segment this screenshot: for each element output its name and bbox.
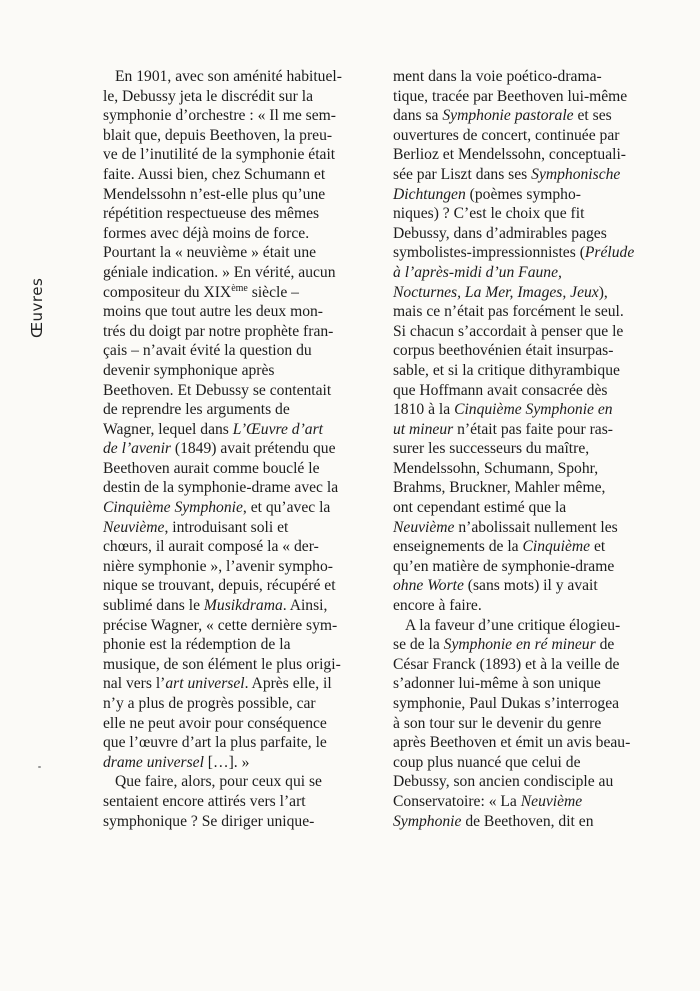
- text-line: compositeur du XIXème siècle –: [103, 282, 299, 301]
- text-line: coup plus nuancé que celui de: [393, 753, 581, 771]
- text-line: ut mineur n’était pas faite pour ras-: [393, 420, 613, 438]
- text-line: Wagner, lequel dans L’Œuvre d’art: [103, 420, 323, 438]
- text-line: Nocturnes, La Mer, Images, Jeux),: [393, 283, 608, 301]
- text-line: corpus beethovénien était insurpas-: [393, 342, 614, 360]
- text-line: elle ne peut avoir pour conséquence: [103, 714, 327, 732]
- text-line: enseignements de la Cinquième et: [393, 538, 606, 556]
- text-line: Brahms, Bruckner, Mahler même,: [393, 479, 606, 497]
- text-line: surer les successeurs du maître,: [393, 440, 590, 458]
- text-line: ve de l’inutilité de la symphonie était: [103, 146, 336, 164]
- text-line: ment dans la voie poético-drama-: [393, 68, 602, 85]
- text-line: le, Debussy jeta le discrédit sur la: [103, 87, 314, 105]
- text-line: Debussy, son ancien condisciple au: [393, 773, 614, 791]
- text-line: à l’après-midi d’un Faune,: [393, 263, 562, 281]
- text-line: Neuvième n’abolissait nullement les: [393, 518, 618, 536]
- text-line: nal vers l’art universel. Après elle, il: [103, 675, 332, 693]
- text-line: sée par Liszt dans ses Symphonische: [393, 165, 621, 183]
- text-line: trés du doigt par notre prophète fran-: [103, 322, 334, 340]
- right-text-column: [393, 67, 687, 831]
- text-line: symphonie, Paul Dukas s’interrogea: [393, 695, 620, 712]
- text-line: Berlioz et Mendelssohn, conceptuali-: [393, 146, 626, 164]
- text-line: blait que, depuis Beethoven, la preu-: [103, 126, 333, 144]
- text-line: drame universel […]. »: [103, 753, 250, 771]
- text-line: musique, de son élément le plus origi-: [103, 655, 341, 673]
- text-line: se de la Symphonie en ré mineur de: [393, 636, 615, 654]
- text-line: nière symphonie », l’avenir sympho-: [103, 557, 333, 575]
- text-line: moins que tout autre les deux mon-: [103, 303, 324, 321]
- text-line: faite. Aussi bien, chez Schumann et: [103, 165, 326, 183]
- text-line: dans sa Symphonie pastorale et ses: [393, 107, 612, 125]
- text-line: çais – n’avait évité la question du: [103, 342, 312, 360]
- left-text-column: [103, 67, 375, 831]
- text-line: Dichtungen (poèmes sympho-: [393, 185, 581, 203]
- text-line: Pourtant la « neuvième » était une: [103, 244, 317, 262]
- text-line: Mendelssohn, Schumann, Spohr,: [393, 459, 599, 477]
- text-line: géniale indication. » En vérité, aucun: [103, 263, 336, 281]
- text-line: devenir symphonique après: [103, 361, 275, 379]
- text-line: de l’avenir (1849) avait prétendu que: [103, 440, 336, 458]
- text-line: sublimé dans le Musikdrama. Ainsi,: [103, 597, 328, 615]
- text-line: Conservatoire: « La Neuvième: [393, 792, 583, 810]
- text-line: niques) ? C’est le choix que fit: [393, 205, 585, 223]
- text-line: répétition respectueuse des mêmes: [103, 205, 320, 223]
- text-line: Beethoven aurait comme bouclé le: [103, 459, 320, 477]
- text-line: Symphonie de Beethoven, dit en: [393, 812, 594, 830]
- text-line: sentaient encore attirés vers l’art: [103, 792, 306, 810]
- section-side-label: Œuvres: [28, 277, 46, 338]
- text-line: symbolistes-impressionnistes (Prélude: [393, 244, 635, 262]
- text-line: chœurs, il aurait composé la « der-: [103, 538, 319, 556]
- text-line: ouvertures de concert, continuée par: [393, 126, 620, 144]
- text-line: qu’en matière de symphonie-drame: [393, 557, 615, 575]
- text-line: que Hoffmann avait consacrée dès: [393, 381, 608, 399]
- text-line: mais ce n’était pas forcément le seul.: [393, 303, 624, 321]
- text-line: précise Wagner, « cette dernière sym-: [103, 616, 338, 634]
- text-line: s’adonner lui-même à son unique: [393, 675, 601, 693]
- text-line: symphonie d’orchestre : « Il me sem-: [103, 107, 336, 125]
- text-line: Beethoven. Et Debussy se contentait: [103, 381, 332, 399]
- text-line: symphonique ? Se diriger unique-: [103, 812, 315, 830]
- text-line: Si chacun s’accordait à penser que le: [393, 322, 624, 340]
- text-line: 1810 à la Cinquième Symphonie en: [393, 401, 613, 419]
- text-line: Que faire, alors, pour ceux qui se: [115, 773, 322, 791]
- text-line: Debussy, dans d’admirables pages: [393, 224, 607, 242]
- text-line: encore à faire.: [393, 597, 482, 615]
- text-line: César Franck (1893) et à la veille de: [393, 655, 620, 673]
- text-line: Cinquième Symphonie, et qu’avec la: [103, 499, 331, 517]
- text-line: Neuvième, introduisant soli et: [103, 518, 289, 536]
- text-line: n’y a plus de progrès possible, car: [103, 695, 316, 712]
- text-line: après Beethoven et émit un avis beau-: [393, 734, 631, 752]
- text-line: nique se trouvant, depuis, récupéré et: [103, 577, 336, 595]
- text-line: En 1901, avec son aménité habituel-: [115, 68, 342, 85]
- scan-speck: [38, 766, 41, 768]
- text-line: ohne Worte (sans mots) il y avait: [393, 577, 598, 595]
- text-line: tique, tracée par Beethoven lui-même: [393, 87, 628, 105]
- text-line: A la faveur d’une critique élogieu-: [405, 616, 621, 634]
- text-line: sable, et si la critique dithyrambique: [393, 361, 620, 379]
- text-line: Mendelssohn n’est-elle plus qu’une: [103, 185, 326, 203]
- text-line: phonie est la rédemption de la: [103, 636, 291, 654]
- text-line: formes avec déjà moins de force.: [103, 224, 310, 242]
- text-line: que l’œuvre d’art la plus parfaite, le: [103, 734, 327, 752]
- text-line: destin de la symphonie-drame avec la: [103, 479, 339, 497]
- text-line: à son tour sur le devenir du genre: [393, 714, 602, 732]
- text-line: de reprendre les arguments de: [103, 401, 290, 419]
- text-line: ont cependant estimé que la: [393, 499, 567, 517]
